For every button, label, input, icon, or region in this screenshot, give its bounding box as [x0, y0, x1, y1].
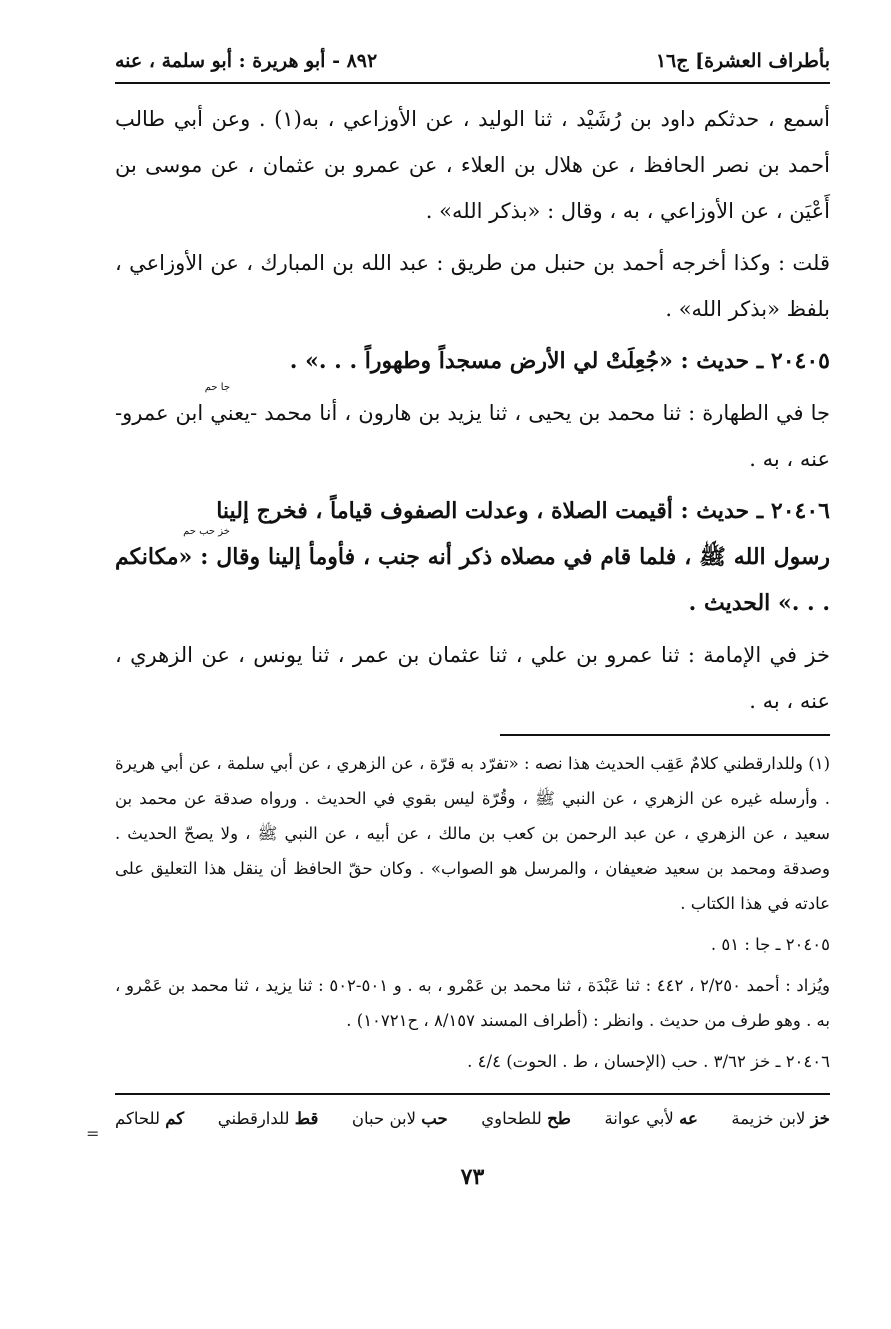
running-head-right: بأطراف العشرة] ج١٦: [655, 50, 830, 72]
page-number: ٧٣: [460, 1164, 485, 1190]
running-head: [115, 50, 830, 84]
main-text: [115, 96, 830, 724]
source-sigla: خز حب حم: [183, 526, 230, 537]
hadith-entry-title: ٢٠٤٠٥ ـ حديث : «جُعِلَتْ لي الأرض مسجداً وطهوراً . . .» .: [289, 348, 830, 374]
paragraph: جا في الطهارة : ثنا محمد بن يحيى ، ثنا يزيد بن هارون ، أنا محمد -يعني ابن عمرو- عنه ، به .: [115, 401, 830, 471]
footnote: (١) وللدارقطني كلامٌ عَقِب الحديث هذا نصه : «تفرّد به قرّة ، عن الزهري ، عن أبي سلمة ، عن أبي هريرة . وأرسله غيره عن الزهري ، عن النبي ﷺ ، وقُرّة ليس بقوي في الحديث . ورواه صدقة عن محمد بن سعيد ، عن الزهري ، عن عبد الرحمن بن كعب بن مالك ، عن أبيه ، عن النبي ﷺ ، ولا يصحّ الحديث . وصدقة ومحمد بن سعيد ضعيفان ، والمرسل هو الصواب» . وكان حقّ الحافظ أن ينقل هذا التعليق على عادته في هذا الكتاب .: [115, 754, 830, 913]
margin-mark: =: [86, 1124, 100, 1143]
paragraph: خز في الإمامة : ثنا عمرو بن علي ، ثنا عثمان بن عمر ، ثنا يونس ، عن الزهري ، عنه ، به .: [115, 643, 830, 713]
abbreviation-item: عه لأبي عوانة: [604, 1109, 698, 1128]
abbreviations-key: [115, 1095, 830, 1128]
footnotes: [115, 746, 830, 1079]
paragraph: أسمع ، حدثكم داود بن رُشَيْد ، ثنا الوليد ، عن الأوزاعي ، به(١) . وعن أبي طالب أحمد بن نصر الحافظ ، عن هلال بن العلاء ، عن عمرو بن عثمان ، عن موسى بن أَعْيَن ، عن الأوزاعي ، به ، وقال : «بذكر الله» .: [115, 107, 830, 223]
footnote-divider: [500, 734, 830, 736]
footnote: ويُزاد : أحمد ٢/٢٥٠ ، ٤٤٢ : ثنا عَبْدَة ، ثنا محمد بن عَمْرو ، به . و ٥٠١-٥٠٢ : ثنا يزيد ، ثنا محمد بن عَمْرو ، به . وهو طرف من حديث . وانظر : (أطراف المسند ٨/١٥٧ ، ح١٠٧٢١) .: [115, 976, 831, 1030]
book-page: [115, 50, 830, 1190]
abbreviation-item: كم للحاكم: [115, 1109, 185, 1128]
hadith-entry-title: ٢٠٤٠٦ ـ حديث : أقيمت الصلاة ، وعدلت الصفوف قياماً ، فخرج إلينا: [216, 498, 830, 524]
running-head-left: ٨٩٢ - أبو هريرة : أبو سلمة ، عنه: [115, 50, 378, 72]
abbreviation-item: طح للطحاوي: [481, 1109, 571, 1128]
abbreviation-item: خز لابن خزيمة: [731, 1109, 830, 1128]
paragraph: قلت : وكذا أخرجه أحمد بن حنبل من طريق : عبد الله بن المبارك ، عن الأوزاعي ، بلفظ «بذكر الله» .: [115, 251, 830, 321]
abbreviation-item: قط للدارقطني: [217, 1109, 319, 1128]
hadith-entry-text: رسول الله ﷺ ، فلما قام في مصلاه ذكر أنه جنب ، فأومأ إلينا وقال : «مكانكم . . .» الحديث .: [115, 544, 830, 616]
abbreviation-item: حب لابن حبان: [351, 1109, 448, 1128]
footnote: ٢٠٤٠٥ ـ جا : ٥١ .: [710, 935, 830, 954]
source-sigla: جا حم: [204, 382, 230, 393]
footnote: ٢٠٤٠٦ ـ خز ٣/٦٢ . حب (الإحسان ، ط . الحوت) ٤/٤ .: [467, 1052, 830, 1071]
